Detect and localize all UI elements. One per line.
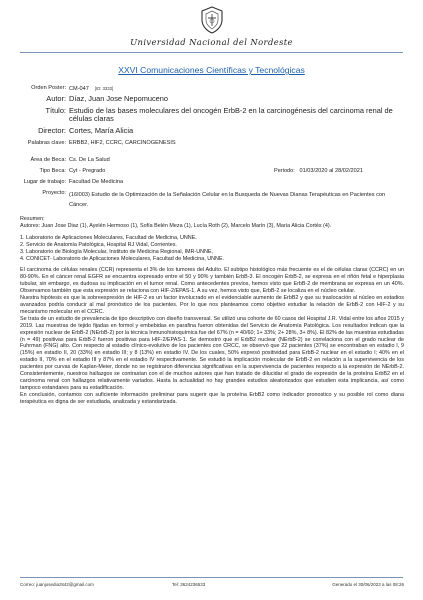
header-divider [20, 52, 403, 53]
field-label: Área de Beca: [30, 157, 66, 163]
resumen-section [20, 216, 404, 406]
field-label: Título: [45, 106, 66, 115]
field-value: Facultad De Medicina [69, 179, 124, 185]
field-value: 01/03/2020 al 28/02/2021 [299, 168, 363, 174]
affiliation-item: 4. CONICET- Laboratorio de Aplicaciones Moleculares, Facultad de Medicina, UNNE. [20, 255, 225, 262]
resumen-paragraph: En conclusión, contamos con suficiente información preliminar para sugerir que la proteína ErbB2 como indicador pronostico y su posible rol como diana terapéutica es digna de ser estudiada, analizada y estandarizada. [20, 391, 404, 405]
field-label: Tipo Beca: [39, 168, 66, 174]
resumen-heading: Resumen: [20, 216, 45, 222]
resumen-paragraph: Nuestra hipótesis es que la sobreexpresión de HIF-2 es un factor involucrado en el evidenciable aumento de ErbB2 y que su traslocación al núcleo en estadios avanzados podría conducir al mal pronóstico de los pacientes. Por lo que nos planteamos como objetivo estudiar la relación de ErbB-2 con HIF-2 y su mecanismo molecular en el CCRC. [20, 295, 404, 315]
field-value: CM-047 [69, 86, 89, 92]
resumen-paragraph: Se trata de un estudio de prevalencia de tipo descriptivo con diseño transversal. Se utilizó una cohorte de 60 casos del Hospital J.R. Vidal entre los años 2015 y 2019. Las muestras de tejido fijadas en formol y embebidas en parafina fueron obtenidas del Servicio de Anatomía Patológica. Los resultados indican que la expresión nuclear de ErbB-2 (NErbB-2) por la técnica Inmunohistoquímica fue del 67% (n = 40/60; 1+ 33%; 2+ 28%, 3+ 8%). El 82% de las muestras estudiadas (n = 49) positivas para ErbB-2 fueron positivas para HIF-2/EPAS-1. Se demostró que el ErbB2 nuclear (NErbB-2) se correlaciona con el grado nuclear de Fuhrman (FNG) alto. Con respecto al estadio clínico-evolutivo de los pacientes con CRCC, se observó que 22 pacientes (37%) se encontraban en estadio I, 9 (15%) en estadio II, 20 (33%) en estadio III; y 8 (13%) en estadio IV. De los cuales, 50% expresó positividad para ErbB-2 nuclear en el estadio I; 40% en el estadio II, 70% en el estadio III y 87% en el estadio IV respectivamente. Se estudió la implicación molecular de ErbB-2 en relación a la supervivencia de los pacientes por curvas de Kaplan-Meier, donde no se registraron diferencias significativas en la supervivencia de pacientes respecto a la expresión de NErbB-2. Consistentemente, nuestros hallazgos se contrastan con el de muchos autores que han tratado de dilucidar el grado de expresión de la proteína ErbB2 en el carcinoma renal con hallazgos relativamente variados. Hasta la actualidad no hay grandes estudios aleatorizados que estudien esta implicancia, así como tampoco estandares para su estadificación. [20, 315, 404, 391]
footer-divider [20, 577, 403, 578]
university-name: Universidad Nacional del Nordeste [130, 37, 293, 47]
field-value: Díaz, Juan Jose Nepomuceno [69, 94, 169, 103]
field-label: Orden Poster: [31, 85, 66, 91]
field-value: Estudio de las bases moleculares del oncogén ErbB-2 en la carcinogénesis del carcinoma renal de células claras [69, 106, 393, 124]
field-label: Proyecto: [42, 190, 66, 196]
footer-email: Correo: juanjosediaz842@gmail.com [20, 582, 94, 587]
resumen-paragraph: El carcinoma de células renales (CCR) representa el 3% de los tumores del Adulto. El subtipo histológico más frecuente es el de células claras (CCRC) en un 80-90%. En el cáncer renal EGFR se encuentra expresado entre el 50 y 90% y también ErbB-3. El oncogén ErbB-2, se expresa en el riñón fetal e hiperplasia tubular, sin embargo, es dudosa su implicación en el tumor renal. Como antecedentes previos, hemos visto que ErbB-2 de membrana se expresa en un 40%. Observamos también que esta expresión se relaciona con HIF-2/EPAS-1. A su vez, hemos visto que, ErbB-2 se localiza en el núcleo celular. [20, 267, 404, 295]
resumen-autores: Autores: Juan Jose Diaz (1), Ayelén Hermoso (1), Sofía Belén Meza (1), Lucía Roth (2), Marcelo Marín (3), María Alicia Cortés (4). [20, 222, 332, 229]
field-value: ERBB2, HIF2, CCRC, CARCINOGENESIS [69, 140, 176, 146]
affiliation-item: 3. Laboratorio de Biología Molecular, Instituto de Medicina Regional, IMR-UNNE. [20, 248, 213, 255]
field-label: Director: [38, 126, 66, 135]
field-value: (16I003) Estudio de la Optimización de la Señalación Celular en la Busqueda de Nuevas Dianas Terapéuticas en Pacientes con Cáncer. [69, 192, 386, 208]
field-value: Cortes, María Alicia [69, 126, 134, 135]
field-periodo [274, 168, 363, 175]
field-label: Lugar de trabajo: [23, 179, 66, 185]
footer-generated: Generado el 30/06/2023 a las 08:26 [332, 582, 404, 587]
field-value: Cs. De La Salud [69, 157, 110, 163]
field-label: Periodo: [274, 168, 295, 174]
conference-title[interactable]: XXVI Comunicaciones Científicas y Tecnológicas [118, 65, 305, 75]
footer-phone: Tel: 3624236533 [172, 582, 206, 587]
field-label: Palabras clave: [27, 140, 66, 146]
affiliation-item: 2. Servicio de Anatomía Patológica, Hospital RJ Vidal, Corrientes. [20, 241, 177, 248]
affiliation-item: 1. Laboratorio de Aplicaciones Moleculares, Facultad de Medicina, UNNE. [20, 234, 197, 241]
field-value: Cyt - Pregrado [69, 168, 106, 174]
university-header [0, 6, 423, 47]
university-seal-icon [200, 6, 224, 34]
poster-id: [ID: 3333] [94, 86, 114, 91]
field-label: Autor: [46, 94, 66, 103]
